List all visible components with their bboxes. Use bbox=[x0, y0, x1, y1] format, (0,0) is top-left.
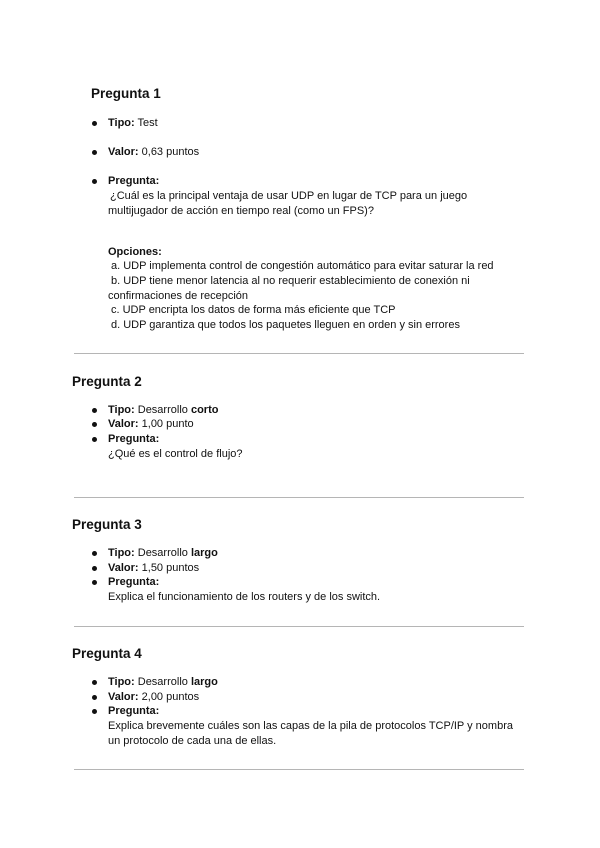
question-2-title: Pregunta 2 bbox=[72, 374, 142, 389]
q4-valor-value: 2,00 puntos bbox=[141, 691, 200, 703]
q1-tipo-value: Test bbox=[137, 117, 158, 129]
bullet-icon bbox=[92, 179, 97, 184]
q3-valor bbox=[108, 561, 199, 576]
q2-valor-value: 1,00 punto bbox=[141, 418, 194, 430]
q1-option-d: d. UDP garantiza que todos los paquetes lleguen en orden y sin errores bbox=[111, 319, 460, 331]
tipo-label: Tipo: bbox=[108, 547, 135, 559]
q1-option-c: c. UDP encripta los datos de forma más eficiente que TCP bbox=[111, 304, 396, 316]
bullet-icon bbox=[92, 422, 97, 427]
bullet-icon bbox=[92, 121, 97, 126]
q1-option-b-cont: confirmaciones de recepción bbox=[108, 290, 249, 302]
q1-pregunta-label bbox=[108, 174, 159, 189]
valor-label: Valor: bbox=[108, 418, 139, 430]
tipo-label: Tipo: bbox=[108, 404, 135, 416]
bullet-icon bbox=[92, 551, 97, 556]
question-1-title: Pregunta 1 bbox=[91, 86, 161, 101]
q4-valor bbox=[108, 690, 199, 705]
bullet-icon bbox=[92, 150, 97, 155]
q1-tipo bbox=[108, 116, 158, 131]
q3-valor-value: 1,50 puntos bbox=[141, 562, 200, 574]
q1-valor-value: 0,63 puntos bbox=[141, 146, 200, 158]
q1-opciones-label bbox=[108, 245, 162, 260]
bullet-icon bbox=[92, 566, 97, 571]
q4-pregunta-line-2: un protocolo de cada una de ellas. bbox=[108, 735, 277, 747]
q4-tipo-prefix: Desarrollo bbox=[137, 676, 188, 688]
bullet-icon bbox=[92, 580, 97, 585]
q1-option-a: a. UDP implementa control de congestión automático para evitar saturar la red bbox=[111, 260, 494, 272]
separator bbox=[74, 353, 524, 354]
question-3-title: Pregunta 3 bbox=[72, 517, 142, 532]
bullet-icon bbox=[92, 709, 97, 714]
pregunta-label: Pregunta: bbox=[108, 175, 160, 187]
q2-valor bbox=[108, 417, 194, 432]
q4-pregunta-line-1: Explica brevemente cuáles son las capas de la pila de protocolos TCP/IP y nombra bbox=[108, 720, 513, 732]
q1-pregunta-line-1: ¿Cuál es la principal ventaja de usar UDP en lugar de TCP para un juego bbox=[110, 190, 468, 202]
valor-label: Valor: bbox=[108, 562, 139, 574]
valor-label: Valor: bbox=[108, 146, 139, 158]
bullet-icon bbox=[92, 695, 97, 700]
q3-pregunta-label bbox=[108, 575, 159, 590]
q2-tipo-bold: corto bbox=[190, 404, 219, 416]
question-4-title: Pregunta 4 bbox=[72, 646, 142, 661]
q1-valor bbox=[108, 145, 199, 160]
bullet-icon bbox=[92, 408, 97, 413]
q2-tipo bbox=[108, 403, 218, 418]
separator bbox=[74, 626, 524, 627]
opciones-label: Opciones: bbox=[108, 246, 162, 258]
q4-pregunta-label bbox=[108, 704, 159, 719]
q4-tipo bbox=[108, 675, 218, 690]
pregunta-label: Pregunta: bbox=[108, 705, 160, 717]
q3-tipo-bold: largo bbox=[190, 547, 218, 559]
q1-pregunta-line-2: multijugador de acción en tiempo real (como un FPS)? bbox=[108, 205, 374, 217]
tipo-label: Tipo: bbox=[108, 117, 135, 129]
pregunta-label: Pregunta: bbox=[108, 576, 160, 588]
separator bbox=[74, 497, 524, 498]
q3-tipo bbox=[108, 546, 218, 561]
separator bbox=[74, 769, 524, 770]
tipo-label: Tipo: bbox=[108, 676, 135, 688]
valor-label: Valor: bbox=[108, 691, 139, 703]
bullet-icon bbox=[92, 437, 97, 442]
pregunta-label: Pregunta: bbox=[108, 433, 160, 445]
q2-pregunta-label bbox=[108, 432, 159, 447]
q1-option-b: b. UDP tiene menor latencia al no requerir establecimiento de conexión ni bbox=[111, 275, 470, 287]
q3-tipo-prefix: Desarrollo bbox=[137, 547, 188, 559]
bullet-icon bbox=[92, 680, 97, 685]
q2-tipo-prefix: Desarrollo bbox=[137, 404, 188, 416]
q3-pregunta-text: Explica el funcionamiento de los routers y de los switch. bbox=[108, 591, 381, 603]
q4-tipo-bold: largo bbox=[190, 676, 218, 688]
q2-pregunta-text: ¿Qué es el control de flujo? bbox=[108, 448, 243, 460]
